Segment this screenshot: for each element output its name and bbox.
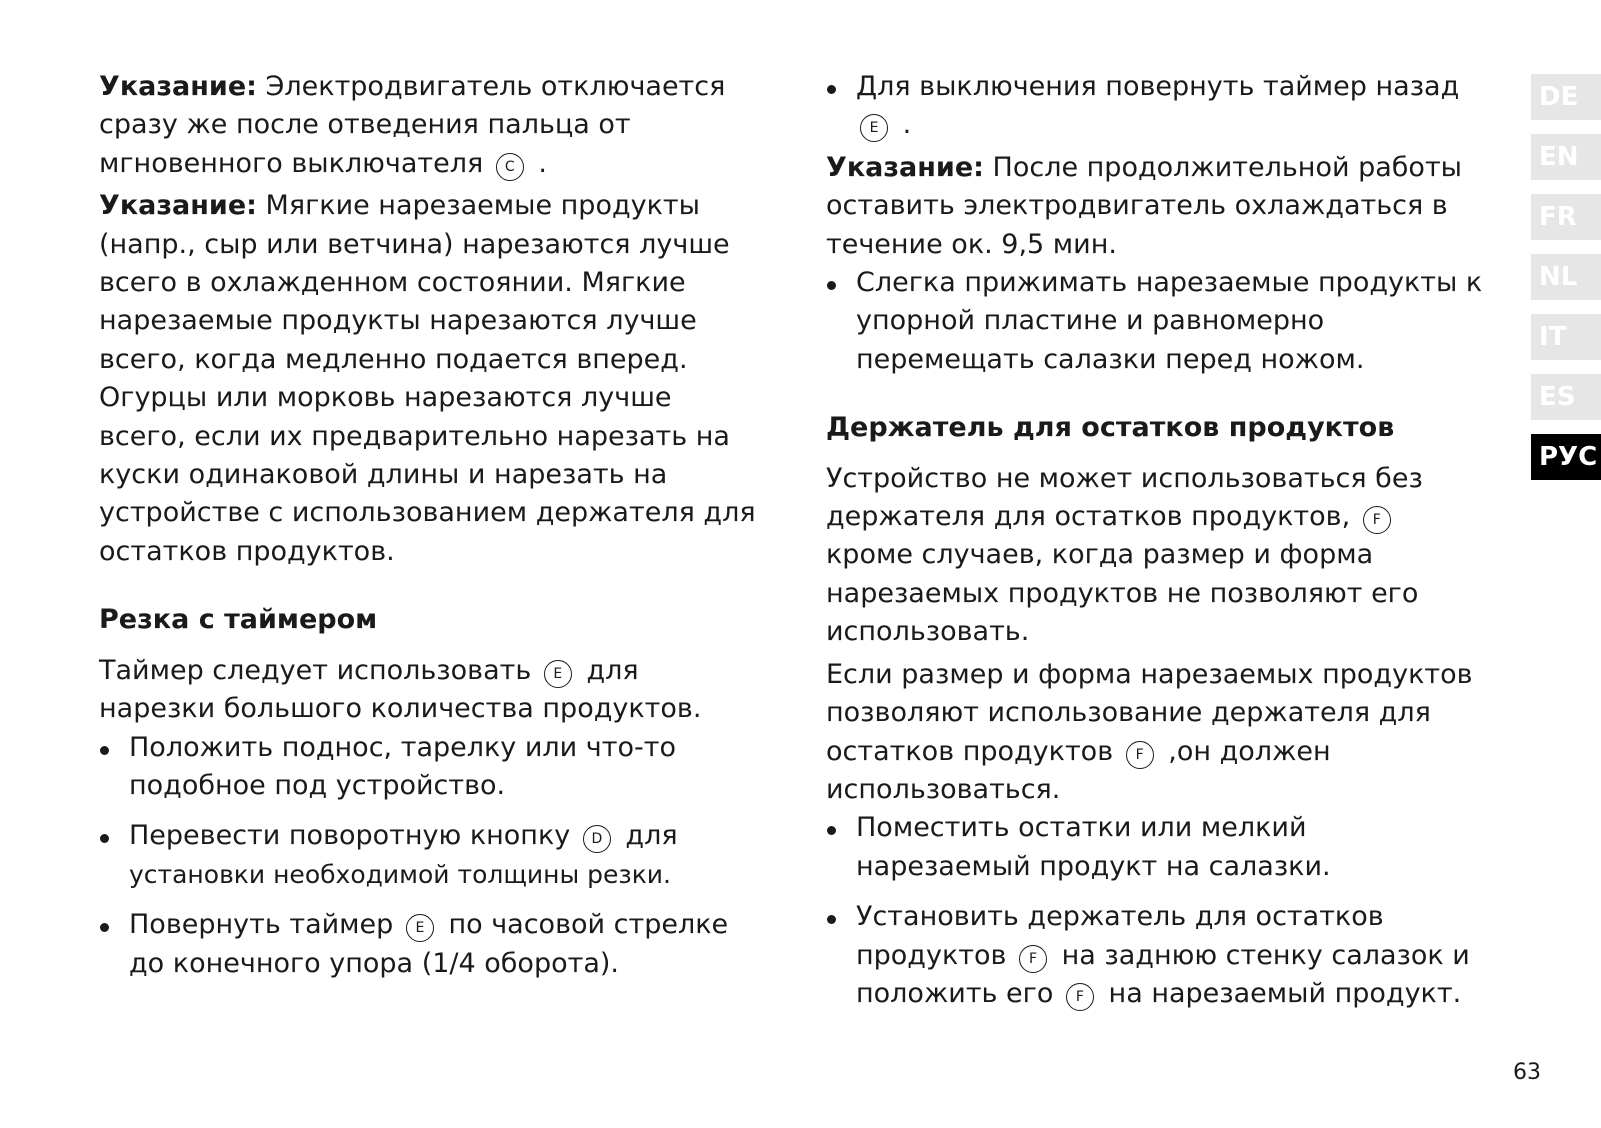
right-column (826, 68, 1486, 1013)
list-item: Поместить остатки или мелкий нарезаемый продукт на салазки. (826, 809, 1486, 886)
reference-mark-f: F (1066, 983, 1094, 1011)
language-tabs (1531, 74, 1601, 494)
language-tab-fr[interactable]: FR (1531, 194, 1601, 240)
reference-mark-d: D (583, 825, 611, 853)
reference-mark-f: F (1019, 945, 1047, 973)
list-item: Слегка прижимать нарезаемые продукты к упорной пластине и равномерно перемещать салазки перед ножом. (826, 264, 1486, 379)
list-item: Перевести поворотную кнопку D для установки необходимой толщины резки. (99, 817, 759, 894)
list-item: Повернуть таймер E по часовой стрелке до конечного упора (1/4 оборота). (99, 906, 759, 983)
reference-mark-c: C (496, 153, 524, 181)
language-tab-ru-active[interactable]: РУС (1531, 434, 1601, 480)
list-item: Установить держатель для остатков продуктов F на заднюю стенку салазок и положить его F на нарезаемый продукт. (826, 898, 1486, 1013)
note-soft-products: Указание: Мягкие нарезаемые продукты (напр., сыр или ветчина) нарезаются лучше всего в охлажденном состоянии. Мягкие нарезаемые продукты нарезаются лучше всего, когда медленно подается вперед. Огурцы или морковь нарезаются лучше всего, если их предварительно нарезать на куски одинаковой длины и нарезать на устройстве с использованием держателя для остатков продуктов. (99, 190, 756, 567)
language-tab-en[interactable]: EN (1531, 134, 1601, 180)
note-label: Указание: (99, 71, 257, 102)
note-label: Указание: (826, 151, 984, 183)
holder-paragraph-1: Устройство не может использоваться без держателя для остатков продуктов, F кроме случаев, когда размер и форма нарезаемых продуктов не позволяют его использовать. (826, 462, 1423, 648)
language-tab-it[interactable]: IT (1531, 314, 1601, 360)
reference-mark-e: E (544, 660, 572, 688)
holder-paragraph-2: Если размер и форма нарезаемых продуктов позволяют использование держателя для остатков продуктов F ,он должен использоваться. (826, 658, 1473, 805)
holder-steps-list (826, 809, 1486, 1013)
language-tab-nl[interactable]: NL (1531, 254, 1601, 300)
note-cooling: Указание: После продолжительной работы оставить электродвигатель охлаждаться в течение ок. 9,5 мин. (826, 151, 1462, 260)
left-column (99, 68, 759, 983)
press-list (826, 264, 1486, 379)
note-motor-off: Указание: Электродвигатель отключается сразу же после отведения пальца от мгновенного выключателя C . (99, 71, 726, 179)
list-item: Для выключения повернуть таймер назад E . (826, 68, 1486, 145)
reference-mark-e: E (406, 914, 434, 942)
timer-steps-list (99, 729, 759, 983)
note-label: Указание: (99, 190, 257, 222)
list-item: Положить поднос, тарелку или что-то подобное под устройство. (99, 729, 759, 806)
reference-mark-f: F (1126, 741, 1154, 769)
switch-off-list (826, 68, 1486, 145)
language-tab-de[interactable]: DE (1531, 74, 1601, 120)
language-tab-es[interactable]: ES (1531, 374, 1601, 420)
heading-timer-slicing: Резка с таймером (99, 604, 378, 636)
page-number: 63 (1513, 1060, 1541, 1085)
timer-intro: Таймер следует использовать E для нарезки большого количества продуктов. (99, 654, 702, 725)
reference-mark-f: F (1363, 506, 1391, 534)
heading-food-holder: Держатель для остатков продуктов (826, 412, 1395, 444)
reference-mark-e: E (860, 114, 888, 142)
